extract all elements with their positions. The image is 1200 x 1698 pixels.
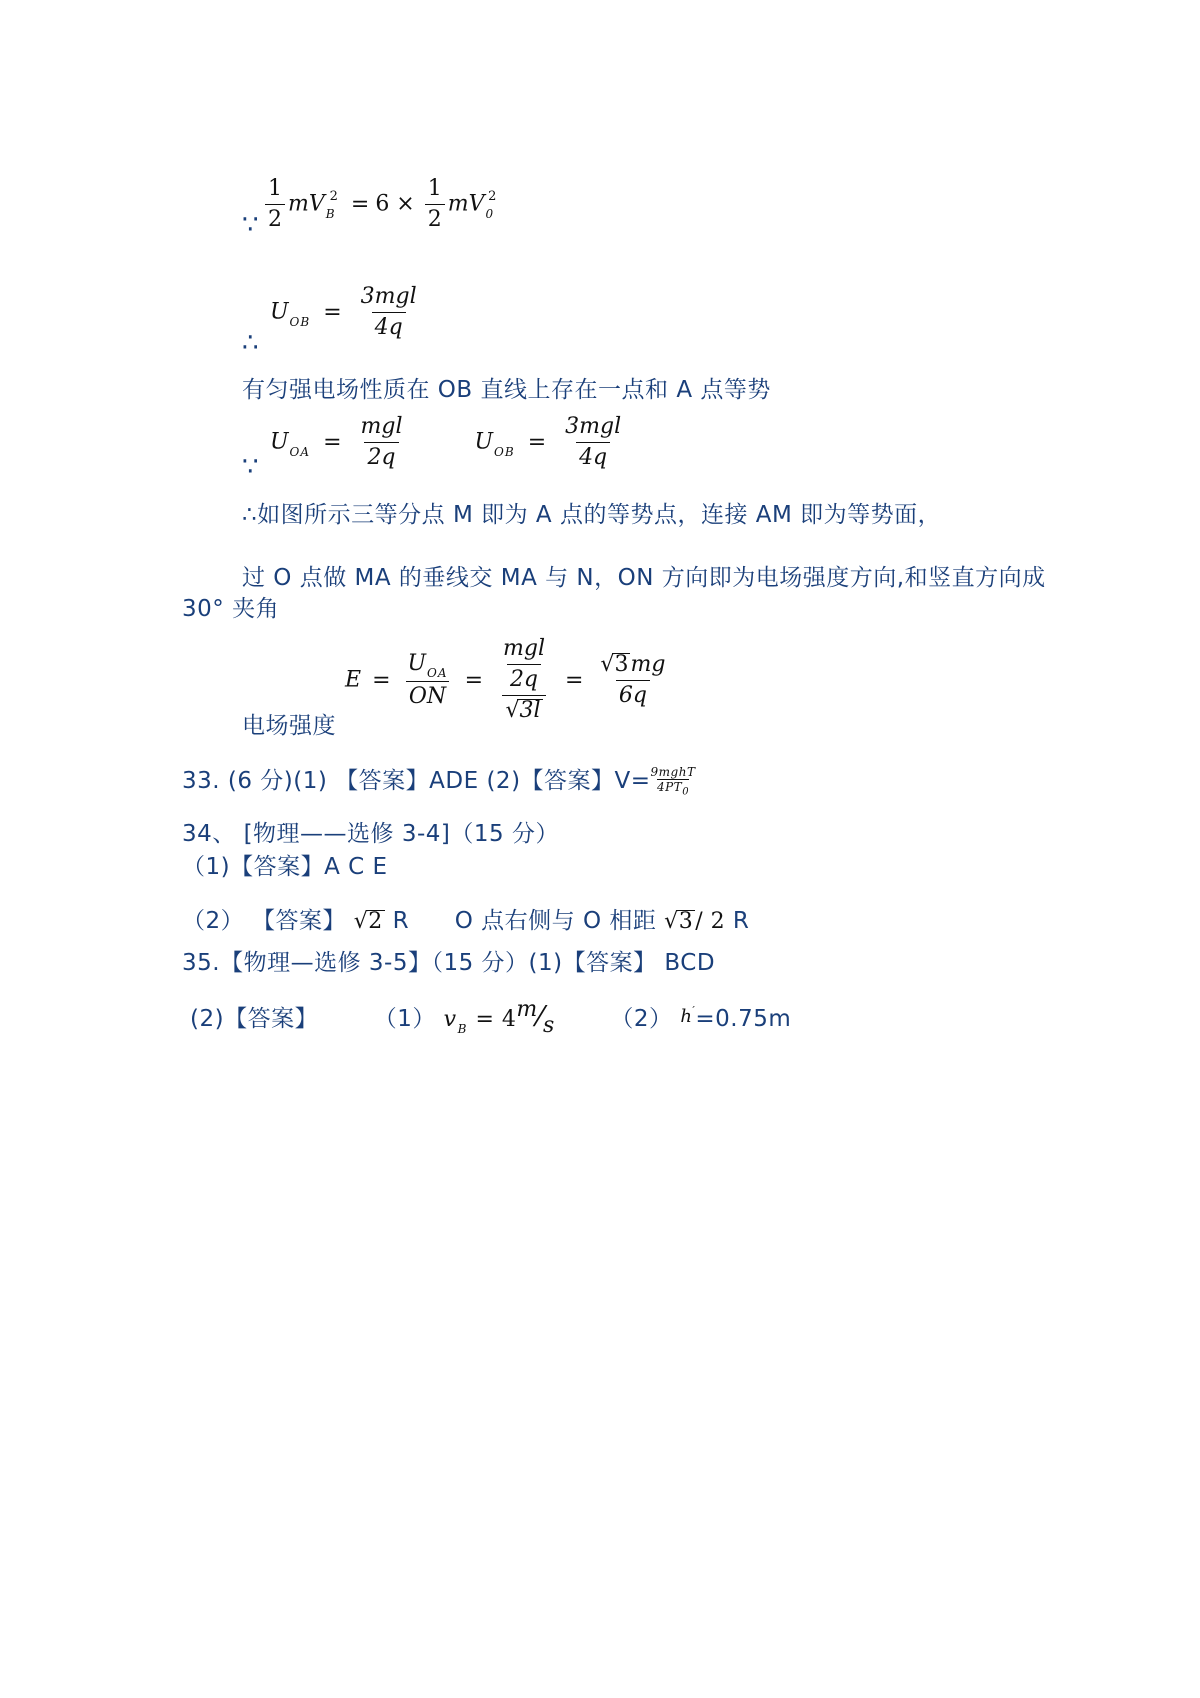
perpendicular-line-1: 过 O 点做 MA 的垂线交 MA 与 N，ON 方向即为电场强度方向,和竖直方向成 — [242, 565, 1046, 591]
perpendicular-line-2: 30° 夹角 — [182, 596, 280, 622]
trisection-line: ∴如图所示三等分点 M 即为 A 点的等势点，连接 AM 即为等势面， — [242, 502, 942, 528]
q33-answer: 33. (6 分)(1) 【答案】ADE (2)【答案】V= $\frac{\text{9mghT}}{4PT_0}$ — [182, 765, 696, 798]
uob-equation: $U_{OB}$ = $\frac{\text{3mgl}}{4q}$ — [270, 284, 417, 340]
field-strength-label: 电场强度 — [242, 713, 336, 739]
kinetic-energy-equation: $\frac{1}{2}$ $mV_B^2 = 6$ × $\frac{1}{2}$ $mV_0^2$ — [262, 176, 496, 233]
q35-heading: 35.【物理—选修 3-5】（15 分）(1)【答案】 BCD — [182, 950, 716, 976]
because-symbol: ∵ — [242, 210, 259, 240]
uniform-field-line: 有匀强电场性质在 OB 直线上存在一点和 A 点等势 — [242, 377, 771, 403]
q35-part2-answer: (2)【答案】 （1） $v_B$ = 4m⁄s （2） h′=0.75m — [190, 997, 792, 1038]
therefore-symbol: ∴ — [242, 328, 259, 358]
because-symbol-2: ∵ — [242, 452, 259, 482]
q34-part1-answer: （1)【答案】A C E — [182, 854, 388, 880]
field-strength-equation: E = $\frac{U_{OA}}{ON}$ = $\frac{\frac{\text{mgl}}{2q}}{√3l}$ = $\frac{√3mg}{6q}$ — [345, 636, 666, 723]
uoa-uob-equation: $U_{OA}$ = $\frac{\text{mgl}}{2q}$ $U_{OB}$ = $\frac{\text{3mgl}}{4q}$ — [270, 414, 622, 470]
q34-heading: 34、 [物理——选修 3-4]（15 分） — [182, 821, 559, 847]
q34-part2-answer: （2） 【答案】 √2 R O 点右侧与 O 相距 √3/ 2 R — [182, 908, 750, 934]
